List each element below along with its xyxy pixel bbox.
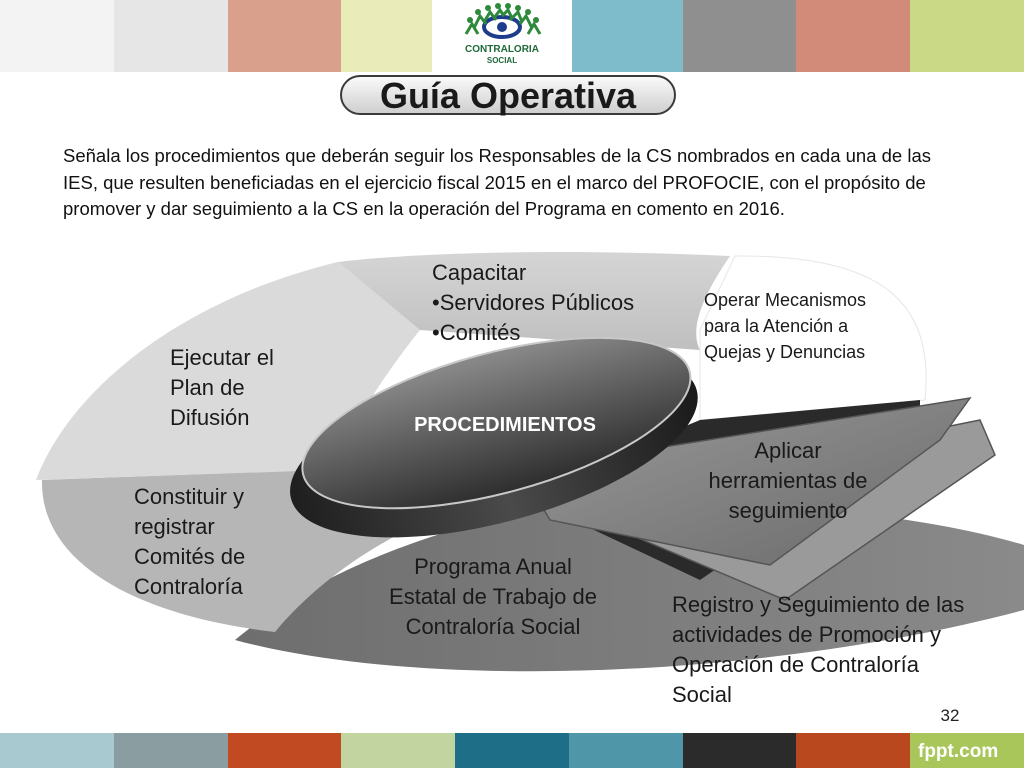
- programa-line1: Programa Anual: [414, 554, 572, 579]
- operar-label: [704, 287, 866, 365]
- color-band-segment: [114, 733, 228, 768]
- constituir-label: [134, 482, 245, 602]
- registro-label: [672, 590, 964, 710]
- color-band-segment: [228, 733, 342, 768]
- color-band-segment: [796, 733, 910, 768]
- capacitar-label: [432, 258, 634, 348]
- page-number: 32: [940, 706, 960, 725]
- capacitar-line2: •Servidores Públicos: [432, 290, 635, 315]
- intro-paragraph: Señala los procedimientos que deberán seguir los Responsables de la CS nombrados en cada una de las IES, que resulten beneficiadas en el ejercicio fiscal 2015 en el marco del PROFOCIE, con el propósito de promover y dar seguimiento a la CS en la operación del Programa en comento en 2016.: [63, 145, 932, 219]
- operar-line2: para la Atención a: [704, 316, 849, 336]
- constituir-line2: registrar: [134, 514, 215, 539]
- constituir-line4: Contraloría: [134, 574, 243, 599]
- operar-line1: Operar Mecanismos: [704, 290, 867, 310]
- brand-watermark: fppt.com: [918, 741, 999, 762]
- aplicar-label: [688, 436, 888, 526]
- constituir-line1: Constituir y: [134, 484, 245, 509]
- page-title: Guía Operativa: [379, 75, 637, 116]
- aplicar-line3: seguimiento: [728, 498, 848, 523]
- center-label: PROCEDIMIENTOS: [414, 414, 596, 436]
- registro-line2: actividades de Promoción y: [672, 622, 942, 647]
- color-band-segment: [341, 733, 455, 768]
- ejecutar-line3: Difusión: [170, 405, 250, 430]
- capacitar-line3: •Comités: [432, 320, 521, 345]
- registro-line3: Operación de Contraloría: [672, 652, 920, 677]
- programa-line2: Estatal de Trabajo de: [389, 584, 597, 609]
- color-band-segment: [569, 733, 683, 768]
- programa-line3: Contraloría Social: [405, 614, 581, 639]
- aplicar-line2: herramientas de: [708, 468, 868, 493]
- aplicar-line1: Aplicar: [754, 438, 822, 463]
- ejecutar-line2: Plan de: [170, 375, 245, 400]
- programa-label: [362, 552, 624, 642]
- operar-line3: Quejas y Denuncias: [704, 342, 866, 362]
- logo-text-line1: CONTRALORIA: [465, 44, 539, 55]
- registro-line4: Social: [672, 682, 732, 707]
- color-band-segment: [683, 733, 797, 768]
- capacitar-line1: Capacitar: [432, 260, 527, 285]
- color-band-segment: [455, 733, 569, 768]
- ejecutar-label: [170, 343, 274, 433]
- color-band-segment: [0, 733, 114, 768]
- footer-color-band: [0, 733, 1024, 768]
- logo-text-line2: SOCIAL: [486, 56, 518, 65]
- constituir-line3: Comités de: [134, 544, 246, 569]
- ejecutar-line1: Ejecutar el: [170, 345, 274, 370]
- registro-line1: Registro y Seguimiento de las: [672, 592, 965, 617]
